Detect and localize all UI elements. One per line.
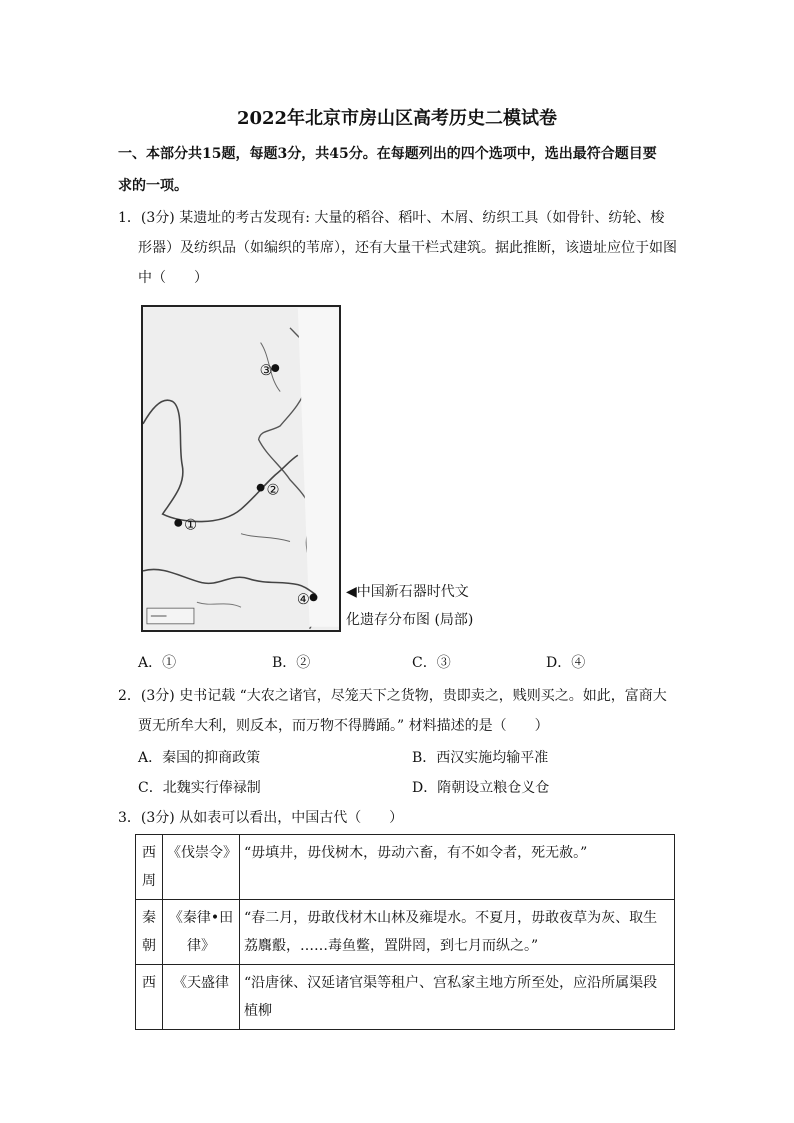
- q2-option-c[interactable]: C．北魏实行俸禄制: [138, 780, 261, 796]
- table-row: [136, 900, 675, 965]
- site-label-3: ③: [259, 361, 273, 379]
- site-label-2: ②: [266, 481, 280, 499]
- table-row: [136, 965, 675, 1030]
- q2-option-d[interactable]: D．隋朝设立粮仓义仓: [412, 780, 550, 796]
- table-cell-period: 秦朝: [136, 900, 163, 965]
- q2-option-a[interactable]: A．秦国的抑商政策: [138, 750, 261, 766]
- question-1-line-2: 形器）及纺织品（如编织的苇席），还有大量干栏式建筑。据此推断，该遗址应位于如图: [138, 240, 677, 256]
- question-1-line-3: 中（ ）: [138, 270, 208, 286]
- neolithic-sites-map: [141, 305, 341, 632]
- section-instruction-line-2: 求的一项。: [118, 178, 188, 194]
- table-cell-source: 《天盛律: [163, 965, 240, 1030]
- q1-option-b[interactable]: B．②: [272, 655, 311, 671]
- q2-option-b[interactable]: B．西汉实施均输平准: [412, 750, 549, 766]
- page-title: 2022年北京市房山区高考历史二模试卷: [236, 108, 558, 129]
- map-drawing: [143, 307, 339, 630]
- table-cell-text: “毋填井，毋伐树木，毋动六畜，有不如令者，死无赦。”: [240, 835, 675, 900]
- table-row: [136, 835, 675, 900]
- question-3-line-1: 3．(3分) 从如表可以看出，中国古代（ ）: [118, 810, 404, 826]
- section-instruction-line-1: 一、本部分共15题，每题3分，共45分。在每题列出的四个选项中，选出最符合题目要: [118, 146, 657, 162]
- q1-option-d[interactable]: D．④: [546, 655, 586, 671]
- q1-option-c[interactable]: C．③: [412, 655, 451, 671]
- map-caption-line-2: 化遗存分布图 (局部): [346, 612, 474, 628]
- question-1-line-1: 1．(3分) 某遗址的考古发现有: 大量的稻谷、稻叶、木屑、纺织工具（如骨针、纺轮、梭: [118, 210, 665, 226]
- site-dot-1: [174, 519, 182, 527]
- map-caption-line-1: ◀中国新石器时代文: [346, 584, 469, 600]
- site-label-1: ①: [184, 516, 198, 534]
- question-2-line-2: 贾无所牟大利，则反本，而万物不得腾踊。” 材料描述的是（ ）: [138, 718, 549, 734]
- table-cell-source: 《伐崇令》: [163, 835, 240, 900]
- table-cell-text: “春二月，毋敢伐材木山林及雍堤水。不夏月，毋敢夜草为灰、取生荔麛鷇，……毒鱼鳖，置阱罔，到七月而纵之。”: [240, 900, 675, 965]
- site-dot-4: [310, 593, 318, 601]
- site-dot-2: [257, 484, 265, 492]
- q1-option-a[interactable]: A．①: [138, 655, 177, 671]
- table-cell-text: “沿唐徕、汉延诸官渠等租户、宫私家主地方所至处，应沿所属渠段植柳: [240, 965, 675, 1030]
- question-2-line-1: 2．(3分) 史书记载 “大农之诸官，尽笼天下之货物，贵即卖之，贱则买之。如此，富商大: [118, 688, 667, 704]
- q3-source-table: [135, 834, 675, 1030]
- table-cell-period: 西周: [136, 835, 163, 900]
- table-cell-source: 《秦律•田律》: [163, 900, 240, 965]
- table-cell-period: 西: [136, 965, 163, 1030]
- site-label-4: ④: [296, 591, 311, 609]
